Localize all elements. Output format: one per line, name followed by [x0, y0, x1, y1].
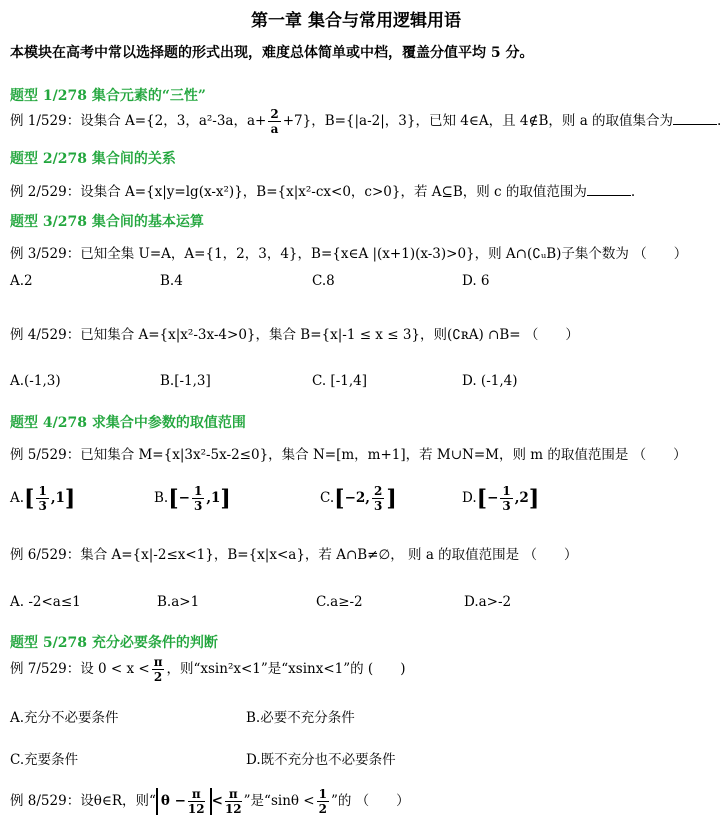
q6-option-a[interactable]: A. -2<a≤1 — [10, 594, 81, 610]
q4-option-b[interactable]: B.[-1,3] — [160, 373, 211, 389]
q1-text-pre: 例 1/529：设集合 A={2，3，a²-3a，a+ — [10, 113, 267, 129]
section-heading-4: 题型 4/278 求集合中参数的取值范围 — [10, 415, 246, 431]
q6-option-b[interactable]: B.a>1 — [157, 594, 200, 610]
q3-option-a[interactable]: A.2 — [10, 273, 33, 289]
question-7: 例 7/529：设 0 < x < $\frac{\pi}{2}$ ，则“xsin²x<1”是“xsinx<1”的 ( ) — [10, 655, 406, 684]
q7-option-b[interactable]: B.必要不充分条件 — [246, 710, 355, 726]
q1-text-post: +7}，B={|a-2|，3}，已知 4∈A，且 4∉B，则 a 的取值集合为 — [282, 113, 674, 129]
page-title: 第一章 集合与常用逻辑用语 — [251, 11, 461, 31]
q5-c-fraction: $\frac{2}{3}$ — [373, 484, 383, 513]
q2-answer-blank[interactable] — [587, 195, 631, 196]
question-5: 例 5/529：已知集合 M={x|3x²-5x-2≤0}，集合 N=[m，m+1]，若 M∪N=M，则 m 的取值范围是 （ ） — [10, 447, 687, 463]
question-1: 例 1/529：设集合 A={2，3，a²-3a，a+ $\frac{2}{a}$ +7}，B={|a-2|，3}，已知 4∈A，且 4∉B，则 a 的取值集合为 . — [10, 107, 721, 136]
q1-answer-blank[interactable] — [673, 124, 717, 125]
question-6: 例 6/529：集合 A={x|-2≤x<1}，B={x|x<a}，若 A∩B≠∅， 则 a 的取值范围是 （ ） — [10, 547, 578, 563]
question-4: 例 4/529：已知集合 A={x|x²-3x-4>0}，集合 B={x|-1 ≤ x ≤ 3}，则(∁ʀA) ∩B= （ ） — [10, 327, 579, 343]
q4-option-c[interactable]: C. [-1,4] — [312, 373, 367, 389]
q3-option-b[interactable]: B.4 — [160, 273, 183, 289]
q6-option-d[interactable]: D.a>-2 — [464, 594, 512, 610]
q5-a-fraction: $\frac{1}{3}$ — [38, 484, 47, 513]
q5-d-fraction: $\frac{1}{3}$ — [502, 484, 511, 513]
question-2: 例 2/529：设集合 A={x|y=lg(x-x²)}，B={x|x²-cx<0，c>0}，若 A⊆B，则 c 的取值范围为 . — [10, 184, 636, 200]
q4-option-a[interactable]: A.(-1,3) — [10, 373, 61, 389]
q5-b-fraction: $\frac{1}{3}$ — [193, 484, 203, 513]
q7-option-d[interactable]: D.既不充分也不必要条件 — [246, 752, 396, 768]
intro-text: 本模块在高考中常以选择题的形式出现，难度总体简单或中档，覆盖分值平均 5 分。 — [10, 45, 534, 61]
q1-fraction: $\frac{2}{a}$ — [270, 107, 279, 136]
q6-option-c[interactable]: C.a≥-2 — [316, 594, 363, 610]
q3-option-d[interactable]: D. 6 — [462, 273, 490, 289]
q5-option-b[interactable]: B.[− $\frac{1}{3}$ ,1] — [154, 484, 231, 513]
q5-option-a[interactable]: A.[ $\frac{1}{3}$ ,1] — [10, 484, 76, 513]
q7-option-c[interactable]: C.充要条件 — [10, 752, 79, 768]
q7-option-a[interactable]: A.充分不必要条件 — [10, 710, 119, 726]
section-heading-5: 题型 5/278 充分必要条件的判断 — [10, 635, 218, 651]
section-heading-3: 题型 3/278 集合间的基本运算 — [10, 214, 204, 230]
q5-option-d[interactable]: D.[− $\frac{1}{3}$ ,2] — [462, 484, 540, 513]
question-3: 例 3/529：已知全集 U=A，A={1，2，3，4}，B={x∈A |(x+1)(x-3)>0}，则 A∩(∁ᵤB)子集个数为 （ ） — [10, 246, 688, 262]
section-heading-1: 题型 1/278 集合元素的“三性” — [10, 88, 206, 104]
q4-option-d[interactable]: D. (-1,4) — [462, 373, 518, 389]
q8-absolute-value: θ − $\frac{\pi}{12}$ — [156, 788, 212, 815]
q2-text: 例 2/529：设集合 A={x|y=lg(x-x²)}，B={x|x²-cx<0，c>0}，若 A⊆B，则 c 的取值范围为 — [10, 184, 587, 200]
q5-option-c[interactable]: C.[−2, $\frac{2}{3}$ ] — [320, 484, 397, 513]
q3-option-c[interactable]: C.8 — [312, 273, 335, 289]
section-heading-2: 题型 2/278 集合间的关系 — [10, 151, 176, 167]
question-8: 例 8/529：设θ∈R，则“ θ − $\frac{\pi}{12}$ < $\frac{\pi}{12}$ ”是“sinθ < $\frac{1}{2}$ ”的 （ ） — [10, 787, 410, 816]
q7-fraction: $\frac{\pi}{2}$ — [153, 655, 163, 684]
